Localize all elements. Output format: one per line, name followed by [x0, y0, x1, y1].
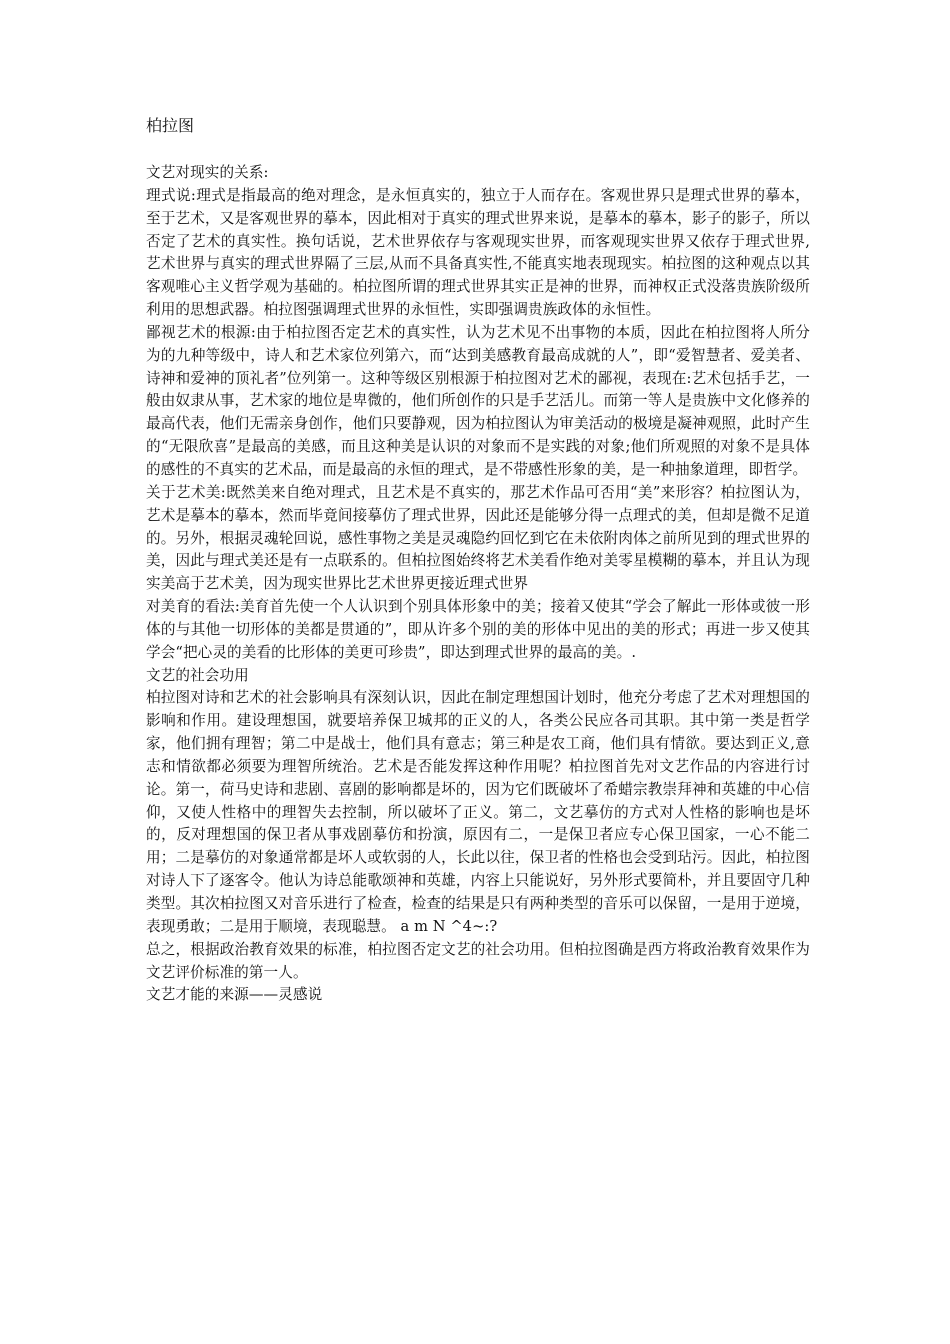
paragraph-artistic-beauty: 关于艺术美:既然美来自绝对理式，且艺术是不真实的，那艺术作品可否用“美”来形容？柏拉图认为，艺术是摹本的摹本，然而毕竟间接摹仿了理式世界，因此还是能够分得一点理式的美，但却是微不足道的。另外，根据灵魂轮回说，感性事物之美是灵魂隐约回忆到它在未依附肉体之前所见到的理式世界的美，因此与理式美还是有一点联系的。但柏拉图始终将艺术美看作绝对美零星模糊的摹本，并且认为现实美高于艺术美，因为现实世界比艺术世界更接近理式世界 [146, 483, 810, 593]
section-heading-relation: 文艺对现实的关系: [146, 164, 269, 181]
section-heading-social-function: 文艺的社会功用 [146, 666, 249, 684]
document-title: 柏拉图 [146, 116, 195, 135]
paragraph-aesthetic-education: 对美育的看法:美育首先使一个人认识到个别具体形象中的美；接着又使其“学会了解此一形体或彼一形体的与其他一切形体的美都是贯通的”，即从许多个别的美的形体中见出的美的形式；再进一步又使其学会“把心灵的美看的比形体的美更可珍贵”，即达到理式世界的最高的美。. [146, 598, 810, 661]
paragraph-social-function: 柏拉图对诗和艺术的社会影响具有深刻认识，因此在制定理想国计划时，他充分考虑了艺术对理想国的影响和作用。建设理想国，就要培养保卫城邦的正义的人，各类公民应各司其职。其中第一类是哲学家，他们拥有理智；第二中是战士，他们具有意志；第三种是农工商，他们具有情欲。要达到正义,意志和情欲都必须要为理智所统治。艺术是否能发挥这种作用呢？柏拉图首先对文艺作品的内容进行讨论。第一，荷马史诗和悲剧、喜剧的影响都是坏的，因为它们既破坏了希蜡宗教崇拜神和英雄的中心信仰，又使人性格中的理智失去控制，所以破坏了正义。第二，文艺摹仿的方式对人性格的影响也是坏的，反对理想国的保卫者从事戏剧摹仿和扮演，原因有二，一是保卫者应专心保卫国家，一心不能二用；二是摹仿的对象通常都是坏人或软弱的人，长此以往，保卫者的性格也会受到玷污。因此，柏拉图对诗人下了逐客令。他认为诗总能歌颂神和英雄，内容上只能说好，另外形式要简朴，并且要固守几种类型。其次柏拉图又对音乐进行了检查，检查的结果是只有两种类型的音乐可以保留，一是用于逆境，表现勇敢；二是用于顺境，表现聪慧。 a m N ^4~:? [146, 689, 810, 935]
document-body [146, 162, 810, 1007]
section-heading-inspiration: 文艺才能的来源——灵感说 [146, 986, 323, 1004]
paragraph-theory-of-forms: 理式说:理式是指最高的绝对理念，是永恒真实的，独立于人而存在。客观世界只是理式世界的摹本，至于艺术，又是客观世界的摹本，因此相对于真实的理式世界来说，是摹本的摹本，影子的影子，所以否定了艺术的真实性。换句话说，艺术世界依存与客观现实世界，而客观现实世界又依存于理式世界,艺术世界与真实的理式世界隔了三层,从而不具备真实性,不能真实地表现现实。柏拉图的这种观点以其客观唯心主义哲学观为基础的。柏拉图所谓的理式世界其实正是神的世界，而神权正式没落贵族阶级所利用的思想武器。柏拉图强调理式世界的永恒性，实即强调贵族政体的永恒性。 [146, 186, 810, 319]
paragraph-conclusion: 总之，根据政治教育效果的标准，柏拉图否定文艺的社会功用。但柏拉图确是西方将政治教育效果作为文艺评价标准的第一人。 [146, 940, 810, 981]
paragraph-contempt-for-art: 鄙视艺术的根源:由于柏拉图否定艺术的真实性，认为艺术见不出事物的本质，因此在柏拉图将人所分为的九种等级中，诗人和艺术家位列第六，而“达到美感教育最高成就的人”，即“爱智慧者、爱美者、诗神和爱神的顶礼者”位列第一。这种等级区别根源于柏拉图对艺术的鄙视，表现在:艺术包括手艺，一般由奴隶从事，艺术家的地位是卑微的，他们所创作的只是手艺活儿。而第一等人是贵族中文化修养的最高代表，他们无需亲身创作，他们只要静观，因为柏拉图认为审美活动的极境是凝神观照，此时产生的“无限欣喜”是最高的美感，而且这种美是认识的对象而不是实践的对象;他们所观照的对象不是具体的感性的不真实的艺术品，而是最高的永恒的理式，是不带感性形象的美，是一种抽象道理，即哲学。 [146, 323, 810, 478]
